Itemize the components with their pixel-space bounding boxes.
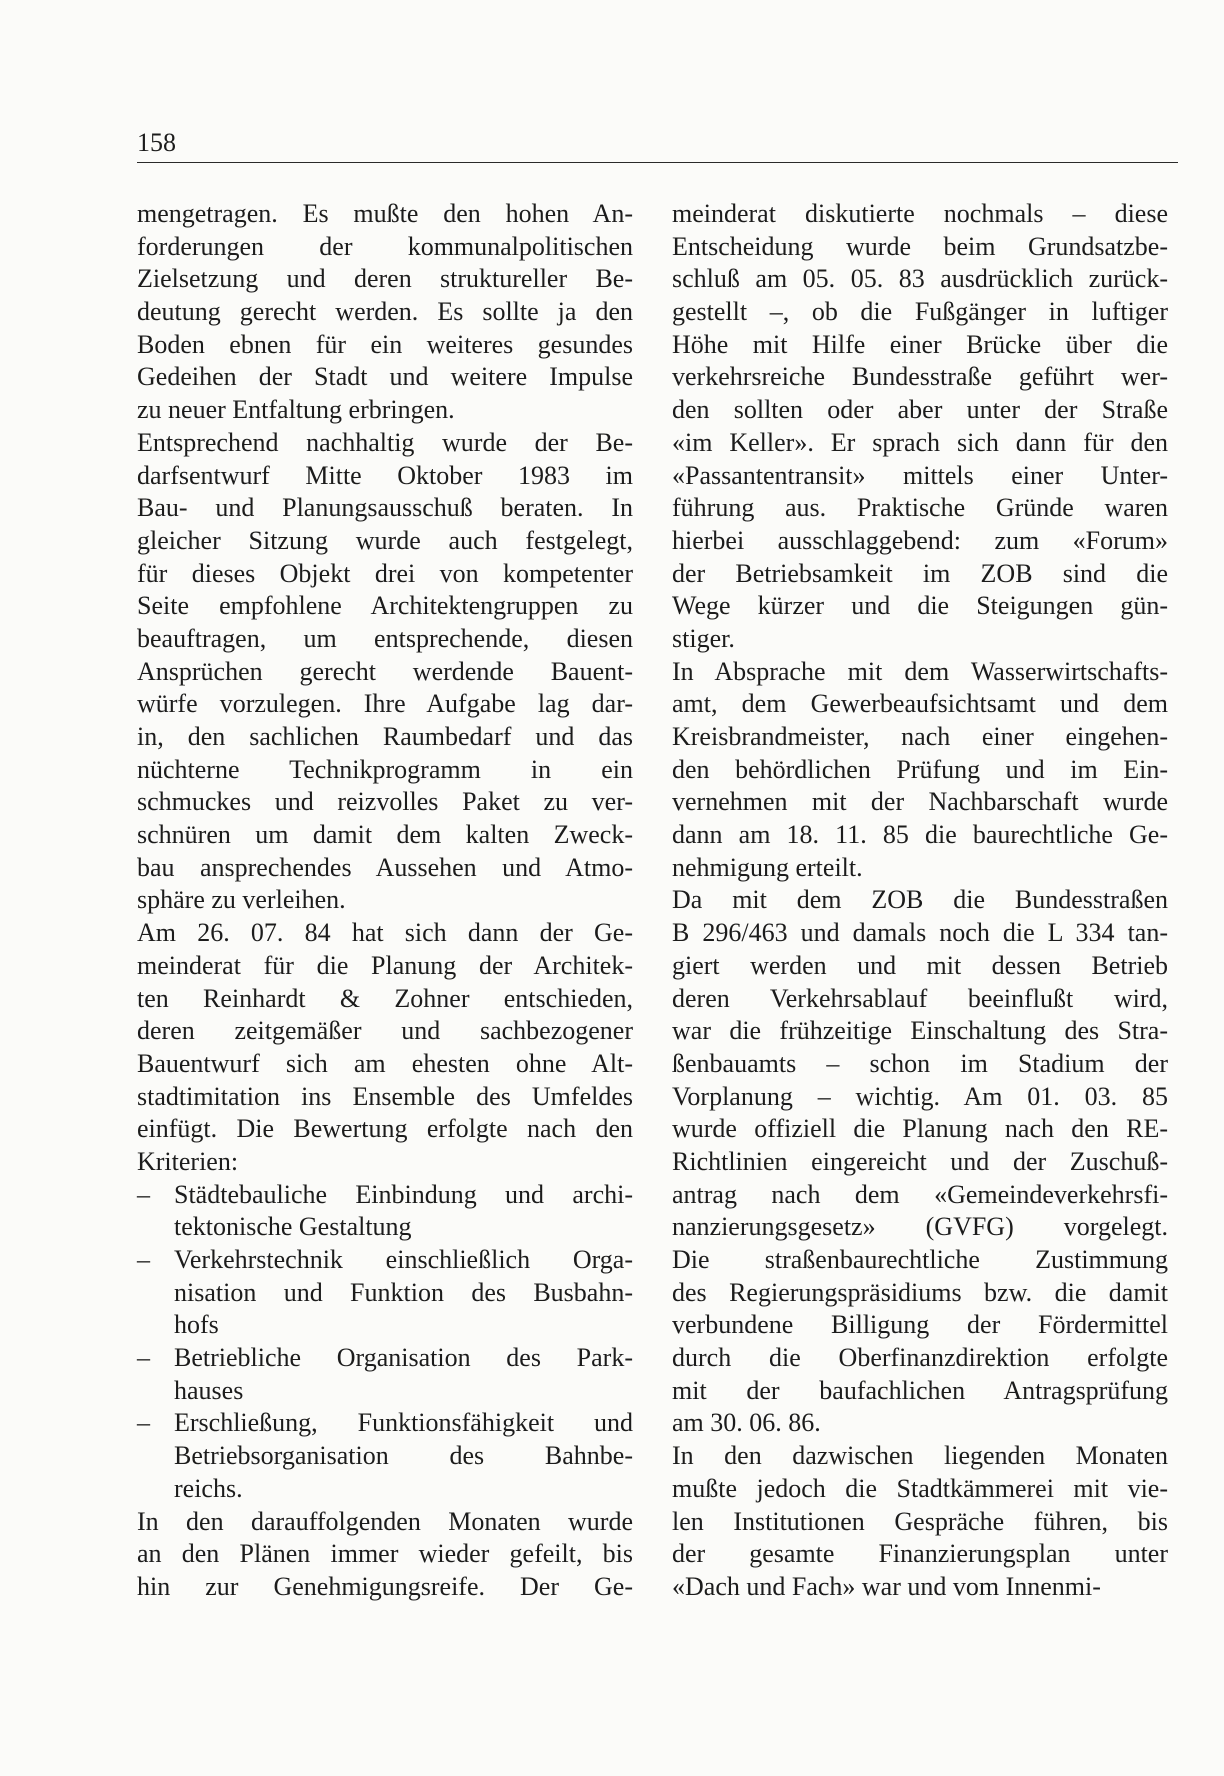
text-line: hin zur Genehmigungsreife. Der Ge- bbox=[137, 1571, 633, 1601]
text-line: Da mit dem ZOB die Bundesstraßen bbox=[672, 885, 1168, 915]
bullet-indent bbox=[137, 1473, 174, 1506]
text-line: darfsentwurf Mitte Oktober 1983 im bbox=[137, 460, 633, 490]
bullet-indent bbox=[137, 1277, 174, 1310]
criteria-text: hauses bbox=[174, 1375, 244, 1405]
criteria-text: hofs bbox=[174, 1310, 219, 1340]
text-line: giert werden und mit dessen Betrieb bbox=[672, 950, 1168, 980]
text-line: nüchterne Technikprogramm in ein bbox=[137, 754, 633, 784]
text-line: ßenbauamts – schon im Stadium der bbox=[672, 1048, 1168, 1078]
text-line: Bauentwurf sich am ehesten ohne Alt- bbox=[137, 1048, 633, 1078]
text-line: wurde offiziell die Planung nach den RE- bbox=[672, 1114, 1168, 1144]
text-line: ten Reinhardt & Zohner entschieden, bbox=[137, 983, 633, 1013]
text-line: mußte jedoch die Stadtkämmerei mit vie- bbox=[672, 1473, 1168, 1503]
text-line: Kreisbrandmeister, nach einer eingehen- bbox=[672, 722, 1168, 751]
criteria-list bbox=[137, 1179, 633, 1506]
text-line: stiger. bbox=[672, 623, 735, 653]
text-line: durch die Oberfinanzdirektion erfolgte bbox=[672, 1343, 1168, 1373]
text-line: meinderat für die Planung der Architek- bbox=[137, 950, 633, 980]
text-line: führung aus. Praktische Gründe waren bbox=[672, 493, 1168, 523]
text-line: Wege kürzer und die Steigungen gün- bbox=[672, 591, 1168, 621]
header-rule bbox=[137, 162, 1178, 163]
text-line: mit der baufachlichen Antragsprüfung bbox=[672, 1375, 1168, 1405]
text-line: Zielsetzung und deren struktureller Be- bbox=[137, 264, 633, 294]
criteria-list-item bbox=[137, 1244, 633, 1342]
left-column-closing bbox=[137, 1506, 633, 1604]
right-column-body bbox=[672, 198, 1168, 1604]
text-line: len Institutionen Gespräche führen, bis bbox=[672, 1506, 1168, 1536]
text-line: Entsprechend nachhaltig wurde der Be- bbox=[137, 427, 633, 457]
text-line: beauftragen, um entsprechende, diesen bbox=[137, 623, 633, 653]
bullet-indent bbox=[137, 1211, 174, 1244]
bullet-dash: – bbox=[137, 1343, 150, 1373]
text-line: Richtlinien eingereicht und der Zuschuß- bbox=[672, 1146, 1168, 1176]
text-line: war die frühzeitige Einschaltung des Stra- bbox=[672, 1016, 1168, 1046]
text-line: In Absprache mit dem Wasserwirtschafts- bbox=[672, 656, 1168, 686]
criteria-text: Erschließung, Funktionsfähigkeit und bbox=[174, 1408, 633, 1438]
text-line: «Dach und Fach» war und vom Innenmi- bbox=[672, 1571, 1101, 1601]
text-line: den sollten oder aber unter der Straße bbox=[672, 395, 1168, 425]
text-line: Höhe mit Hilfe einer Brücke über die bbox=[672, 329, 1168, 359]
text-line: den behördlichen Prüfung und im Ein- bbox=[672, 754, 1168, 784]
text-line: gleicher Sitzung wurde auch festgelegt, bbox=[137, 525, 633, 555]
text-line: dann am 18. 11. 85 die baurechtliche Ge- bbox=[672, 820, 1168, 850]
text-line: vernehmen mit der Nachbarschaft wurde bbox=[672, 787, 1168, 817]
text-line: der gesamte Finanzierungsplan unter bbox=[672, 1539, 1168, 1569]
bullet-indent bbox=[137, 1375, 174, 1408]
text-line: Seite empfohlene Architektengruppen zu bbox=[137, 591, 633, 621]
text-line: Boden ebnen für ein weiteres gesundes bbox=[137, 329, 633, 359]
text-line: nanzierungsgesetz» (GVFG) vorgelegt. bbox=[672, 1212, 1168, 1242]
criteria-text: reichs. bbox=[174, 1473, 243, 1503]
text-line: Bau- und Planungsausschuß beraten. In bbox=[137, 493, 633, 523]
text-line: B 296/463 und damals noch die L 334 tan- bbox=[672, 918, 1168, 948]
bullet-indent bbox=[137, 1309, 174, 1342]
text-line: mengetragen. Es mußte den hohen An- bbox=[137, 199, 633, 228]
text-line: Ansprüchen gerecht werdende Bauent- bbox=[137, 656, 633, 686]
text-line: «Passantentransit» mittels einer Unter- bbox=[672, 460, 1168, 490]
text-line: In den darauffolgenden Monaten wurde bbox=[137, 1506, 633, 1536]
text-line: Vorplanung – wichtig. Am 01. 03. 85 bbox=[672, 1081, 1168, 1111]
text-line: Entscheidung wurde beim Grundsatzbe- bbox=[672, 231, 1168, 261]
criteria-text: tektonische Gestaltung bbox=[174, 1212, 412, 1242]
text-line: deutung gerecht werden. Es sollte ja den bbox=[137, 297, 633, 327]
text-line: schmuckes und reizvolles Paket zu ver- bbox=[137, 787, 633, 817]
text-line: der Betriebsamkeit im ZOB sind die bbox=[672, 558, 1168, 588]
text-line: meinderat diskutierte nochmals – diese bbox=[672, 199, 1168, 228]
text-line: in, den sachlichen Raumbedarf und das bbox=[137, 722, 633, 751]
bullet-indent bbox=[137, 1440, 174, 1473]
bullet-dash: – bbox=[137, 1245, 150, 1274]
text-line: antrag nach dem «Gemeindeverkehrsfi- bbox=[672, 1179, 1168, 1209]
text-line: würfe vorzulegen. Ihre Aufgabe lag dar- bbox=[137, 689, 633, 719]
text-line: Kriterien: bbox=[137, 1146, 239, 1176]
text-line: an den Plänen immer wieder gefeilt, bis bbox=[137, 1539, 633, 1569]
criteria-list-item bbox=[137, 1179, 633, 1244]
bullet-dash: – bbox=[137, 1179, 150, 1209]
text-line: für dieses Objekt drei von kompetenter bbox=[137, 558, 633, 588]
text-line: des Regierungspräsidiums bzw. die damit bbox=[672, 1277, 1168, 1307]
criteria-text: Betriebliche Organisation des Park- bbox=[174, 1343, 633, 1373]
criteria-text: nisation und Funktion des Busbahn- bbox=[174, 1277, 633, 1307]
text-line: In den dazwischen liegenden Monaten bbox=[672, 1441, 1168, 1471]
page-number: 158 bbox=[137, 128, 176, 157]
left-column bbox=[137, 198, 633, 1604]
text-line: einfügt. Die Bewertung erfolgte nach den bbox=[137, 1114, 633, 1144]
criteria-text: Verkehrstechnik einschließlich Orga- bbox=[174, 1245, 633, 1274]
text-line: Gedeihen der Stadt und weitere Impulse bbox=[137, 362, 633, 392]
text-line: forderungen der kommunalpolitischen bbox=[137, 231, 633, 261]
text-line: amt, dem Gewerbeaufsichtsamt und dem bbox=[672, 689, 1168, 719]
text-line: hierbei ausschlaggebend: zum «Forum» bbox=[672, 525, 1168, 555]
criteria-text: Betriebsorganisation des Bahnbe- bbox=[174, 1441, 633, 1471]
text-line: schnüren um damit dem kalten Zweck- bbox=[137, 820, 633, 850]
criteria-list-item bbox=[137, 1407, 633, 1505]
text-line: deren Verkehrsablauf beeinflußt wird, bbox=[672, 983, 1168, 1013]
text-line: Am 26. 07. 84 hat sich dann der Ge- bbox=[137, 918, 633, 948]
text-line: verkehrsreiche Bundesstraße geführt wer- bbox=[672, 362, 1168, 392]
text-line: nehmigung erteilt. bbox=[672, 852, 863, 882]
text-line: stadtimitation ins Ensemble des Umfeldes bbox=[137, 1081, 633, 1111]
text-line: «im Keller». Er sprach sich dann für den bbox=[672, 427, 1168, 457]
text-line: deren zeitgemäßer und sachbezogener bbox=[137, 1016, 633, 1046]
text-line: zu neuer Entfaltung erbringen. bbox=[137, 395, 455, 425]
criteria-text: Städtebauliche Einbindung und archi- bbox=[174, 1179, 633, 1209]
text-line: am 30. 06. 86. bbox=[672, 1408, 821, 1438]
left-column-body bbox=[137, 198, 633, 1179]
text-line: gestellt –, ob die Fußgänger in luftiger bbox=[672, 297, 1168, 327]
right-column bbox=[672, 198, 1168, 1604]
text-line: sphäre zu verleihen. bbox=[137, 885, 346, 915]
text-line: bau ansprechendes Aussehen und Atmo- bbox=[137, 852, 633, 882]
criteria-list-item bbox=[137, 1342, 633, 1407]
text-line: verbundene Billigung der Fördermittel bbox=[672, 1310, 1168, 1340]
text-line: Die straßenbaurechtliche Zustimmung bbox=[672, 1245, 1168, 1274]
text-line: schluß am 05. 05. 83 ausdrücklich zurück- bbox=[672, 264, 1168, 294]
bullet-dash: – bbox=[137, 1408, 150, 1438]
